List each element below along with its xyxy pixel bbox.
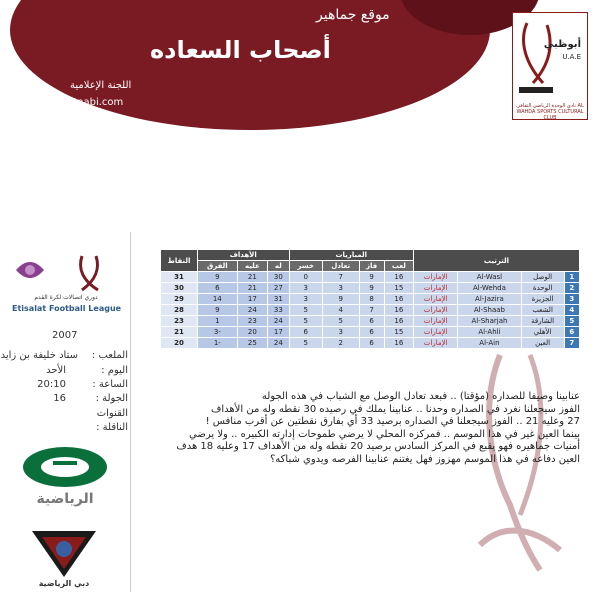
row-for: 27 — [268, 283, 289, 294]
article-line: الفوز سيجعلنا نغرد في الصداره وحدنا .. عنابينا يملك في رصيده 30 نقطه وله من الأهداف — [211, 403, 580, 415]
media-committee-label: اللجنة الإعلامية — [70, 80, 132, 91]
row-won: 8 — [359, 294, 384, 305]
col-header-for: له — [268, 261, 289, 272]
table-row — [161, 272, 580, 283]
row-played: 16 — [384, 305, 413, 316]
row-played: 16 — [384, 294, 413, 305]
row-draw: 5 — [322, 316, 359, 327]
col-header-rank: الترتيب — [413, 250, 579, 272]
row-points: 31 — [161, 272, 198, 283]
row-won: 9 — [359, 283, 384, 294]
row-team-ar: الوصل — [521, 272, 564, 283]
banner-shape — [0, 0, 600, 130]
row-team-en: Al-Wehda — [458, 283, 521, 294]
match-info-value: ستاد خليفة بن زايد — [0, 350, 78, 361]
match-info-label: اليوم : — [101, 365, 128, 376]
row-draw: 9 — [322, 294, 359, 305]
table-row — [161, 338, 580, 349]
row-for: 24 — [268, 316, 289, 327]
league-year: 2007 — [52, 330, 78, 341]
row-diff: 1- — [198, 338, 238, 349]
match-info-label: الملعب : — [91, 350, 128, 361]
row-against: 24 — [237, 305, 267, 316]
row-lost: 3 — [289, 283, 322, 294]
row-team-ar: الوحدة — [521, 283, 564, 294]
match-info-broadcaster — [4, 422, 128, 436]
league-logo — [8, 250, 120, 342]
row-draw: 3 — [322, 327, 359, 338]
row-country: الإمارات — [413, 294, 457, 305]
col-header-draw: تعادل — [322, 261, 359, 272]
match-info-round — [4, 393, 128, 407]
row-diff: 14 — [198, 294, 238, 305]
match-info-value: 16 — [53, 393, 66, 404]
col-header-diff: الفرق — [198, 261, 238, 272]
article-line: أمنيات جماهيره فهو يقبع في المركز السادس برصيد 20 نقطه وله من الأهداف 17 وعليه 18 هدف — [176, 441, 580, 452]
row-played: 15 — [384, 283, 413, 294]
match-info-stadium — [0, 350, 128, 364]
col-header-lost: خسر — [289, 261, 322, 272]
row-team-en: Al-Shaab — [458, 305, 521, 316]
club-full-name: نادي الوحدة الرياضي الثقافي AL WAHDA SPORTS CULTURAL CLUB — [516, 103, 584, 121]
row-team-en: Al-Jazira — [458, 294, 521, 305]
row-draw: 7 — [322, 272, 359, 283]
row-rank: 7 — [564, 338, 579, 349]
col-header-matches: المباريات — [289, 250, 413, 261]
row-rank: 5 — [564, 316, 579, 327]
row-points: 29 — [161, 294, 198, 305]
channel-1-name: الرياضية — [36, 491, 94, 507]
article-body — [175, 391, 580, 466]
match-info-label: الساعة : — [92, 379, 128, 390]
row-lost: 5 — [289, 305, 322, 316]
header-banner — [0, 0, 600, 130]
row-for: 33 — [268, 305, 289, 316]
match-info-time — [4, 379, 128, 393]
row-country: الإمارات — [413, 316, 457, 327]
page-title: أصحاب السعاده — [150, 36, 331, 64]
row-played: 16 — [384, 316, 413, 327]
row-lost: 5 — [289, 316, 322, 327]
row-played: 16 — [384, 338, 413, 349]
row-won: 9 — [359, 272, 384, 283]
site-name: موقع جماهير — [316, 7, 390, 23]
row-for: 31 — [268, 294, 289, 305]
row-country: الإمارات — [413, 305, 457, 316]
table-row — [161, 327, 580, 338]
col-header-against: عليه — [237, 261, 267, 272]
row-rank: 3 — [564, 294, 579, 305]
row-points: 20 — [161, 338, 198, 349]
row-team-ar: العين — [521, 338, 564, 349]
row-diff: 3- — [198, 327, 238, 338]
table-row — [161, 283, 580, 294]
channel-logo-2 — [28, 527, 100, 593]
club-logo — [512, 12, 588, 120]
divider — [130, 232, 131, 592]
row-team-ar: الأهلي — [521, 327, 564, 338]
row-rank: 2 — [564, 283, 579, 294]
match-info-label: الناقلة : — [96, 422, 128, 433]
row-points: 30 — [161, 283, 198, 294]
row-country: الإمارات — [413, 327, 457, 338]
channel-2-name: دبي الرياضية — [38, 579, 90, 588]
row-team-en: Al-Wasl — [458, 272, 521, 283]
col-header-goals: الأهداف — [198, 250, 290, 261]
col-header-points: النقاط — [161, 250, 198, 272]
row-played: 16 — [384, 272, 413, 283]
row-against: 20 — [237, 327, 267, 338]
etisalat-league-icon — [8, 250, 120, 300]
row-won: 6 — [359, 338, 384, 349]
abudhabi-sports-icon — [20, 445, 110, 520]
row-lost: 6 — [289, 327, 322, 338]
row-team-en: Al-Ahli — [458, 327, 521, 338]
row-draw: 2 — [322, 338, 359, 349]
club-country-abbr: U.A.E — [562, 53, 581, 61]
site-url-link[interactable]: www.3nabi.com — [44, 97, 124, 108]
row-points: 28 — [161, 305, 198, 316]
match-info-channels — [4, 408, 128, 422]
row-against: 21 — [237, 283, 267, 294]
row-points: 23 — [161, 316, 198, 327]
row-against: 21 — [237, 272, 267, 283]
row-country: الإمارات — [413, 283, 457, 294]
col-header-played: لعب — [384, 261, 413, 272]
row-diff: 1 — [198, 316, 238, 327]
row-team-ar: الجزيرة — [521, 294, 564, 305]
row-team-en: Al-Ain — [458, 338, 521, 349]
club-name-ar: أبوظبي — [543, 39, 581, 50]
row-for: 30 — [268, 272, 289, 283]
dubai-sports-icon — [28, 527, 100, 579]
row-lost: 5 — [289, 338, 322, 349]
standings-table — [160, 249, 580, 349]
article-line: بينما العين غير في هذا الموسم .. فمركزه المحلي لا يرضي طموحات إدارته الكبيره .. ولا يرضي — [189, 428, 580, 440]
match-info-label: القنوات — [96, 408, 128, 419]
match-info-value: الأحد — [46, 365, 66, 376]
row-rank: 4 — [564, 305, 579, 316]
row-won: 6 — [359, 327, 384, 338]
row-against: 25 — [237, 338, 267, 349]
row-draw: 3 — [322, 283, 359, 294]
row-rank: 1 — [564, 272, 579, 283]
row-against: 23 — [237, 316, 267, 327]
table-row — [161, 294, 580, 305]
row-points: 21 — [161, 327, 198, 338]
row-team-ar: الشعب — [521, 305, 564, 316]
row-country: الإمارات — [413, 338, 457, 349]
col-header-won: فاز — [359, 261, 384, 272]
row-for: 17 — [268, 327, 289, 338]
league-name-en: Etisalat Football League — [12, 304, 122, 313]
row-diff: 9 — [198, 305, 238, 316]
table-row — [161, 316, 580, 327]
match-info-value: 20:10 — [37, 379, 66, 390]
row-won: 7 — [359, 305, 384, 316]
match-info-day — [4, 365, 128, 379]
row-won: 6 — [359, 316, 384, 327]
row-diff: 6 — [198, 283, 238, 294]
row-team-en: Al-Sharjah — [458, 316, 521, 327]
row-country: الإمارات — [413, 272, 457, 283]
row-draw: 4 — [322, 305, 359, 316]
league-name-ar: دوري اتصالات لكرة القدم — [34, 294, 98, 301]
article-line: عنابينا وصيفا للصداره (مؤقتا) .. فبعد تعادل الوصل مع الشباب في هذه الجوله — [261, 391, 580, 402]
article-line: العين دفاعه في هذا الموسم مهزوز فهل يغتنم عنابينا الفرصه ويدوي شباكه؟ — [269, 453, 580, 465]
row-lost: 0 — [289, 272, 322, 283]
row-team-ar: الشارقة — [521, 316, 564, 327]
match-info-label: الجولة : — [95, 393, 128, 404]
row-lost: 3 — [289, 294, 322, 305]
row-for: 24 — [268, 338, 289, 349]
table-row — [161, 305, 580, 316]
row-against: 17 — [237, 294, 267, 305]
row-diff: 9 — [198, 272, 238, 283]
article-line: 27 وعليه 21 .. الفوز سيجعلنا في الصداره برصيد 33 أي بفارق نقطتين عن أقرب منافس ! — [205, 416, 580, 427]
row-rank: 6 — [564, 327, 579, 338]
channel-logo-1 — [20, 445, 110, 520]
row-played: 15 — [384, 327, 413, 338]
